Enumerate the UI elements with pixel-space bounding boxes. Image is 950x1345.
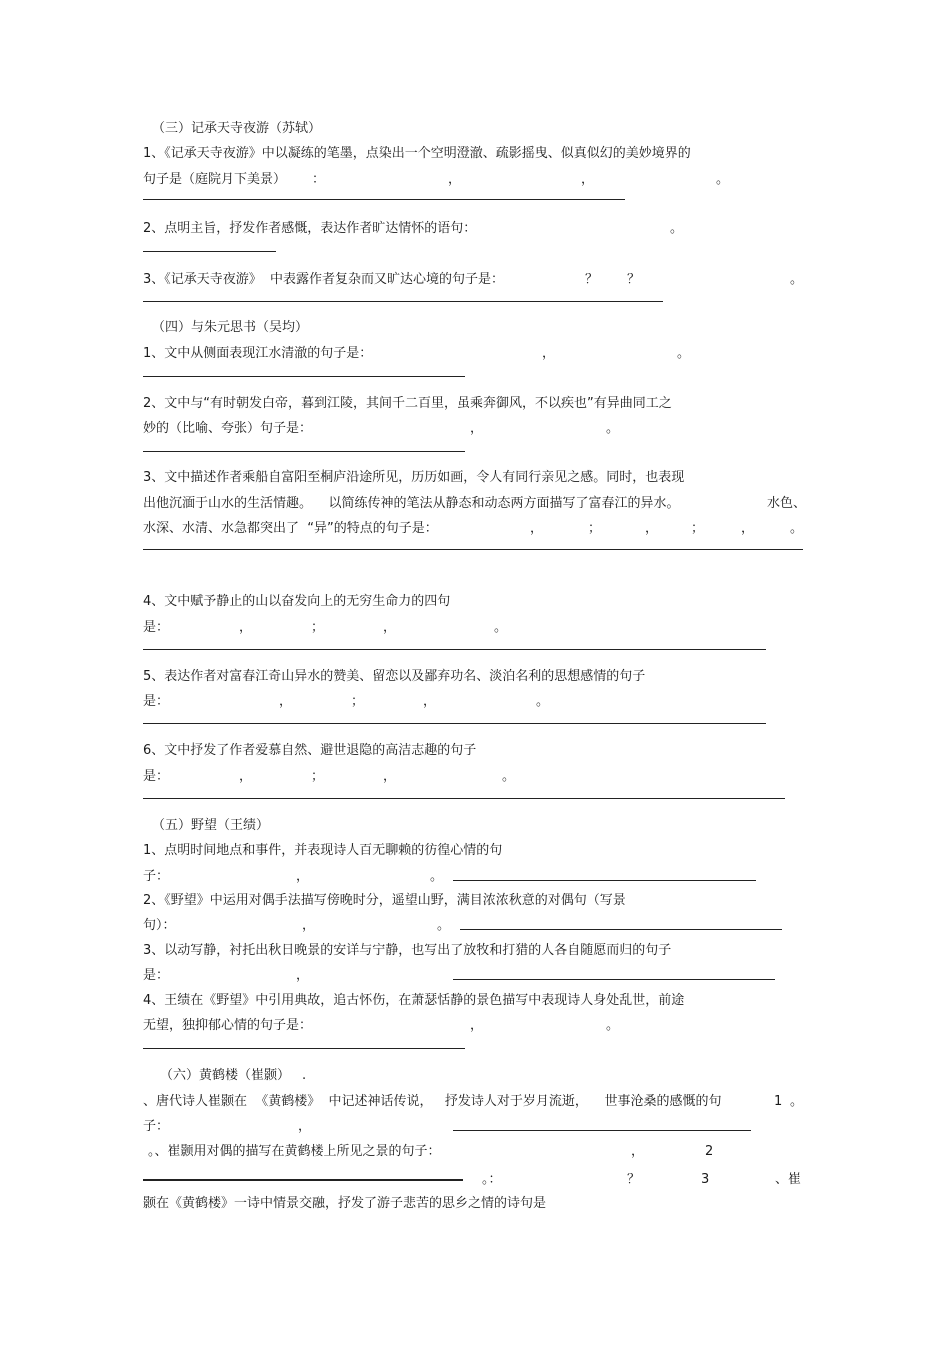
s4-q6-punct-1: ，: [239, 769, 253, 784]
s4-q6-line2: 是：: [143, 769, 170, 784]
s4-q4-punct-2: ；: [311, 620, 325, 635]
s4-q6-period: 。: [502, 769, 516, 784]
s6-q1-dot: 。: [790, 1094, 804, 1109]
s4-q4-punct-1: ，: [239, 620, 253, 635]
answer-line: [453, 1130, 751, 1131]
s3-q1-comma-2: ，: [581, 172, 595, 187]
s4-q5-line1: 5、表达作者对富春江奇山异水的赞美、留恋以及鄙弃功名、淡泊名利的思想感情的句子: [143, 669, 646, 684]
s5-q4-line1: 4、王绩在《野望》中引用典故，追古怀伤，在萧瑟恬静的景色描写中表现诗人身处乱世，前途: [143, 993, 685, 1008]
section-6-heading-dot: .: [302, 1068, 307, 1083]
section-3-heading: （三）记承天寺夜游（苏轼）: [152, 121, 322, 136]
answer-line: [453, 880, 756, 881]
s5-q4-comma: ，: [470, 1018, 484, 1033]
s4-q5-punct-1: ，: [279, 694, 293, 709]
s3-q1-period: 。: [716, 172, 730, 187]
answer-line: [453, 979, 775, 980]
s4-q3-punct-3: ，: [645, 521, 659, 536]
answer-line: [143, 301, 663, 302]
s4-q2-line1: 2、文中与“有时朝发白帝，暮到江陵，其间千二百里，虽乘奔御风，不以疾也”有异曲同工之: [143, 396, 672, 411]
s6-q1-line2: 子：: [143, 1119, 170, 1134]
answer-line: [143, 451, 465, 452]
s4-q5-period: 。: [536, 694, 550, 709]
answer-line: [143, 649, 766, 650]
s3-q1-line2: 句子是（庭院月下美景）: [143, 172, 287, 187]
s4-q3-punct-2: ；: [588, 521, 602, 536]
answer-line: [143, 251, 276, 252]
s5-q2-line2: 句）：: [143, 918, 176, 933]
s4-q3-line3: 水深、水清、水急都突出了 “异”的特点的句子是：: [143, 521, 438, 536]
s4-q4-period: 。: [494, 620, 508, 635]
answer-line: [143, 1048, 465, 1049]
answer-line: [143, 199, 625, 200]
s3-q3-question-2: ？: [627, 272, 641, 287]
s6-q1-line1: 、唐代诗人崔颢在 《黄鹤楼》 中记述神话传说， 抒发诗人对于岁月流逝， 世事沧桑的感慨的句: [143, 1094, 722, 1109]
s5-q3-line2: 是：: [143, 968, 170, 983]
s3-q3-period: 。: [790, 272, 804, 287]
s4-q3-period: 。: [790, 521, 804, 536]
s3-q2-line1: 2、点明主旨，抒发作者感慨，表达作者旷达情怀的语句：: [143, 221, 477, 236]
s6-q1-number: 1: [774, 1094, 783, 1109]
s6-q2-question: ？: [627, 1172, 641, 1187]
s4-q2-line2: 妙的（比喻、夸张）句子是：: [143, 421, 313, 436]
s5-q1-comma: ，: [296, 869, 310, 884]
s4-q3-punct-4: ；: [691, 521, 705, 536]
s3-q3-question-1: ？: [585, 272, 599, 287]
s6-q3-line1: 、崔: [775, 1172, 802, 1187]
answer-line: [143, 723, 766, 724]
s5-q2-period: 。: [437, 918, 451, 933]
s6-q2-number: 2: [705, 1144, 714, 1159]
s4-q4-line2: 是：: [143, 620, 170, 635]
s6-q2-comma: ，: [631, 1144, 645, 1159]
s5-q2-comma: ，: [302, 918, 316, 933]
s4-q2-period: 。: [606, 421, 620, 436]
s4-q3-punct-1: ，: [530, 521, 544, 536]
s3-q1-comma-1: ，: [448, 172, 462, 187]
s4-q5-punct-3: ，: [423, 694, 437, 709]
s5-q4-line2: 无望，独抑郁心情的句子是：: [143, 1018, 313, 1033]
s4-q5-line2: 是：: [143, 694, 170, 709]
s4-q5-punct-2: ；: [351, 694, 365, 709]
s6-q2-line1: 。、崔颢用对偶的描写在黄鹤楼上所见之景的句子：: [148, 1144, 441, 1159]
s3-q3-line1: 3、《记承天寺夜游》 中表露作者复杂而又旷达心境的句子是：: [143, 272, 505, 287]
s6-q3-number: 3: [701, 1172, 710, 1187]
s5-q3-line1: 3、以动写静，衬托出秋日晚景的安详与宁静，也写出了放牧和打猎的人各自随愿而归的句子: [143, 943, 672, 958]
s5-q2-line1: 2、《野望》中运用对偶手法描写傍晚时分，遥望山野，满目浓浓秋意的对偶句（写景: [143, 893, 626, 908]
s4-q6-punct-2: ；: [311, 769, 325, 784]
s4-q1-line1: 1、文中从侧面表现江水清澈的句子是：: [143, 346, 373, 361]
s5-q4-period: 。: [606, 1018, 620, 1033]
s4-q2-comma: ，: [470, 421, 484, 436]
s4-q3-line2-end: 水色、: [767, 496, 807, 511]
s4-q6-line1: 6、文中抒发了作者爱慕自然、避世退隐的高洁志趣的句子: [143, 743, 477, 758]
s6-q1-comma: ，: [298, 1119, 312, 1134]
section-6-heading: （六）黄鹤楼（崔颢）: [160, 1068, 291, 1083]
s4-q3-punct-5: ，: [741, 521, 755, 536]
s3-q1-colon: ：: [312, 172, 326, 187]
answer-line: [143, 1179, 463, 1181]
s4-q3-line1: 3、文中描述作者乘船自富阳至桐庐沿途所见，历历如画，令人有同行亲见之感。同时，也表现: [143, 470, 685, 485]
answer-line: [143, 376, 465, 377]
s4-q3-line2: 出他沉湎于山水的生活情趣。 以简练传神的笔法从静态和动态两方面描写了富春江的异水。: [143, 496, 680, 511]
s4-q1-period: 。: [677, 346, 691, 361]
s4-q4-punct-3: ，: [383, 620, 397, 635]
s3-q1-line1: 1、《记承天寺夜游》中以凝练的笔墨，点染出一个空明澄澈、疏影摇曳、似真似幻的美妙境界的: [143, 146, 691, 161]
s6-q3-line2: 颢在《黄鹤楼》一诗中情景交融，抒发了游子悲苦的思乡之情的诗句是: [143, 1196, 547, 1211]
s4-q4-line1: 4、文中赋予静止的山以奋发向上的无穷生命力的四句: [143, 594, 451, 609]
s5-q1-period: 。: [430, 869, 444, 884]
s5-q1-line1: 1、点明时间地点和事件，并表现诗人百无聊赖的彷徨心情的句: [143, 843, 503, 858]
answer-line: [143, 798, 785, 799]
s6-q2-line2: 。：: [482, 1172, 502, 1187]
answer-line: [143, 549, 803, 550]
s5-q1-line2: 子：: [143, 869, 170, 884]
section-5-heading: （五）野望（王绩）: [152, 818, 270, 833]
s3-q2-period: 。: [670, 221, 684, 236]
s5-q3-comma: ，: [296, 968, 310, 983]
s4-q6-punct-3: ，: [383, 769, 397, 784]
s4-q1-comma: ，: [542, 346, 556, 361]
section-4-heading: （四）与朱元思书（吴均）: [152, 320, 309, 335]
answer-line: [460, 929, 782, 930]
